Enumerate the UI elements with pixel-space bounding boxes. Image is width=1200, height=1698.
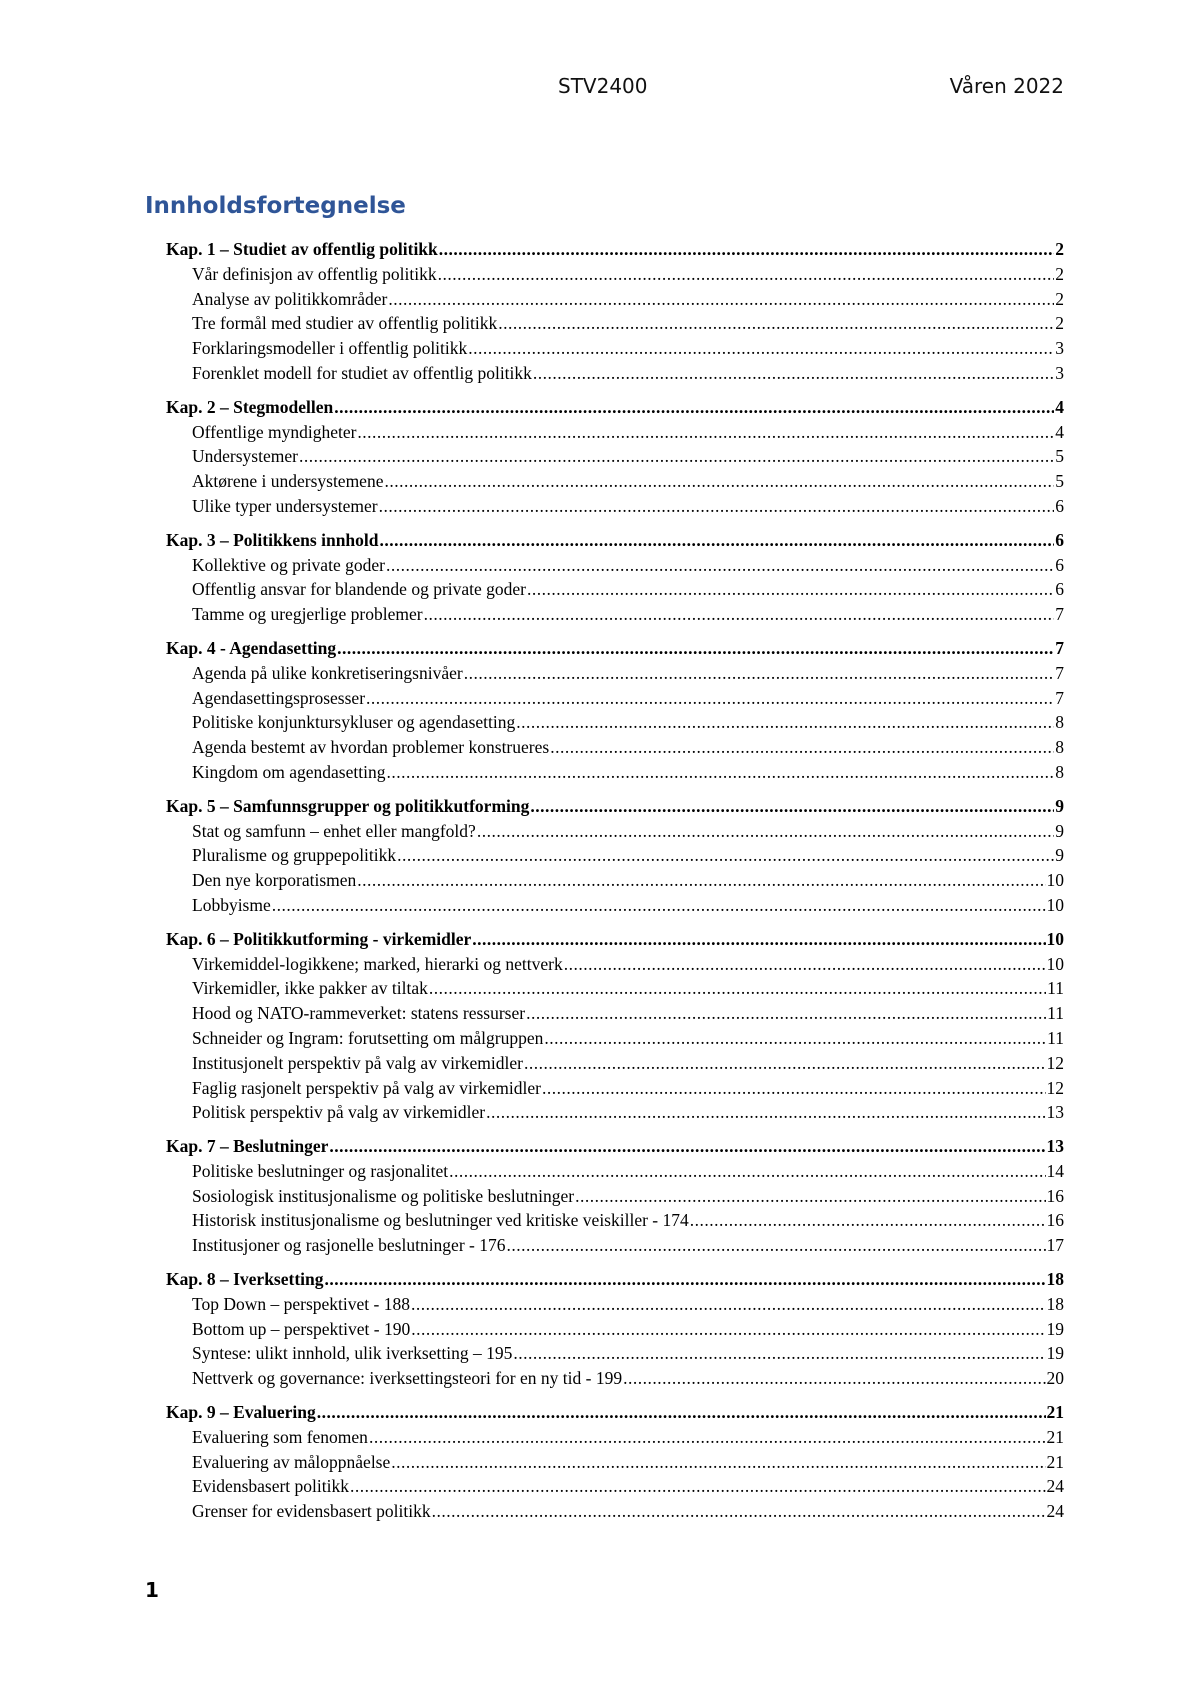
- toc-section-entry[interactable]: [166, 1208, 1064, 1233]
- toc-section-entry-title: Schneider og Ingram: forutsetting om målgruppen: [192, 1027, 544, 1048]
- toc-section-entry-title: Offentlig ansvar for blandende og private goder: [192, 579, 527, 600]
- toc-section-entry-title: Agenda på ulike konkretiseringsnivåer: [192, 662, 463, 683]
- toc-section-entry[interactable]: [166, 1341, 1064, 1366]
- toc-chapter-group: [166, 1267, 1064, 1391]
- dot-leader: [337, 636, 1054, 661]
- dot-leader: [397, 843, 1054, 868]
- toc-chapter-group: [166, 395, 1064, 519]
- page-number: 1: [145, 1578, 159, 1602]
- toc-section-entry-page: 12: [1046, 1052, 1064, 1073]
- table-of-contents: [166, 237, 1064, 1533]
- toc-section-entry-title: Politisk perspektiv på valg av virkemidler: [192, 1102, 486, 1123]
- toc-section-entry[interactable]: [166, 1425, 1064, 1450]
- toc-section-entry-title: Institusjoner og rasjonelle beslutninger - 176: [192, 1235, 506, 1256]
- toc-chapter-entry-page: 18: [1046, 1269, 1064, 1290]
- toc-section-entry-title: Agenda bestemt av hvordan problemer konstrueres: [192, 737, 550, 758]
- toc-chapter-entry-page: 4: [1055, 396, 1064, 417]
- dot-leader: [334, 395, 1054, 420]
- toc-section-entry-title: Agendasettingsprosesser: [192, 687, 366, 708]
- toc-section-entry[interactable]: [166, 444, 1064, 469]
- dot-leader: [429, 976, 1046, 1001]
- toc-section-entry[interactable]: [166, 686, 1064, 711]
- toc-section-entry-page: 11: [1047, 1027, 1064, 1048]
- toc-chapter-entry[interactable]: [166, 927, 1064, 952]
- dot-leader: [550, 735, 1054, 760]
- dot-leader: [424, 602, 1055, 627]
- toc-chapter-group: [166, 927, 1064, 1125]
- toc-section-entry[interactable]: [166, 262, 1064, 287]
- toc-chapter-entry-title: Kap. 8 – Iverksetting: [166, 1269, 324, 1290]
- toc-chapter-entry[interactable]: [166, 636, 1064, 661]
- toc-section-entry-page: 24: [1046, 1476, 1064, 1497]
- toc-section-entry-title: Top Down – perspektivet - 188: [192, 1293, 410, 1314]
- dot-leader: [299, 444, 1054, 469]
- toc-section-entry[interactable]: [166, 760, 1064, 785]
- dot-leader: [498, 311, 1054, 336]
- toc-section-entry-title: Politiske konjunktursykluser og agendasetting: [192, 712, 516, 733]
- dot-leader: [386, 760, 1054, 785]
- toc-section-entry-page: 21: [1046, 1426, 1064, 1447]
- toc-section-entry-title: Lobbyisme: [192, 894, 271, 915]
- toc-section-entry-page: 8: [1055, 761, 1064, 782]
- toc-section-entry-page: 9: [1055, 820, 1064, 841]
- toc-chapter-entry-title: Kap. 6 – Politikkutforming - virkemidler: [166, 928, 472, 949]
- toc-section-entry-page: 10: [1046, 870, 1064, 891]
- toc-section-entry-title: Hood og NATO-rammeverket: statens ressurser: [192, 1003, 526, 1024]
- toc-section-entry-title: Virkemidler, ikke pakker av tiltak: [192, 978, 428, 999]
- toc-section-entry[interactable]: [166, 1076, 1064, 1101]
- toc-section-entry-page: 6: [1055, 579, 1064, 600]
- dot-leader: [411, 1292, 1046, 1317]
- toc-section-entry[interactable]: [166, 361, 1064, 386]
- toc-section-entry[interactable]: [166, 1026, 1064, 1051]
- dot-leader: [575, 1184, 1045, 1209]
- dot-leader: [516, 710, 1054, 735]
- toc-chapter-group: [166, 794, 1064, 918]
- dot-leader: [379, 494, 1055, 519]
- toc-section-entry[interactable]: [166, 1317, 1064, 1342]
- toc-section-entry-page: 6: [1055, 554, 1064, 575]
- toc-section-entry-title: Politiske beslutninger og rasjonalitet: [192, 1160, 449, 1181]
- toc-section-entry-title: Forenklet modell for studiet av offentlig politikk: [192, 362, 532, 383]
- toc-section-entry-page: 16: [1046, 1210, 1064, 1231]
- dot-leader: [438, 262, 1055, 287]
- toc-chapter-entry-title: Kap. 7 – Beslutninger: [166, 1136, 329, 1157]
- toc-section-entry-title: Evaluering av måloppnåelse: [192, 1451, 391, 1472]
- toc-section-entry-page: 11: [1047, 1003, 1064, 1024]
- dot-leader: [317, 1400, 1046, 1425]
- toc-section-entry-page: 24: [1046, 1501, 1064, 1522]
- toc-section-entry-page: 13: [1046, 1102, 1064, 1123]
- toc-section-entry-page: 3: [1055, 362, 1064, 383]
- toc-section-entry-title: Virkemiddel-logikkene; marked, hierarki og nettverk: [192, 953, 563, 974]
- toc-section-entry[interactable]: [166, 976, 1064, 1001]
- toc-section-entry-title: Stat og samfunn – enhet eller mangfold?: [192, 820, 476, 841]
- toc-section-entry-title: Nettverk og governance: iverksettingsteori for en ny tid - 199: [192, 1368, 623, 1389]
- toc-section-entry[interactable]: [166, 1184, 1064, 1209]
- toc-chapter-group: [166, 1400, 1064, 1524]
- toc-section-entry-page: 11: [1047, 978, 1064, 999]
- toc-section-entry-title: Kingdom om agendasetting: [192, 761, 386, 782]
- dot-leader: [357, 420, 1054, 445]
- toc-section-entry-title: Tre formål med studier av offentlig politikk: [192, 313, 498, 334]
- toc-section-entry-title: Analyse av politikkområder: [192, 288, 388, 309]
- dot-leader: [513, 1341, 1045, 1366]
- toc-section-entry[interactable]: [166, 577, 1064, 602]
- toc-section-entry-title: Historisk institusjonalisme og beslutninger ved kritiske veiskiller - 174: [192, 1210, 689, 1231]
- toc-section-entry-title: Undersystemer: [192, 446, 298, 467]
- toc-section-entry-title: Faglig rasjonelt perspektiv på valg av virkemidler: [192, 1077, 541, 1098]
- toc-section-entry[interactable]: [166, 311, 1064, 336]
- dot-leader: [506, 1233, 1045, 1258]
- dot-leader: [530, 794, 1054, 819]
- toc-section-entry-page: 7: [1055, 662, 1064, 683]
- dot-leader: [449, 1159, 1045, 1184]
- header-term: Våren 2022: [949, 74, 1064, 98]
- toc-section-entry-page: 10: [1046, 894, 1064, 915]
- toc-section-entry-page: 16: [1046, 1185, 1064, 1206]
- toc-section-entry-page: 12: [1046, 1077, 1064, 1098]
- toc-section-entry-title: Evidensbasert politikk: [192, 1476, 349, 1497]
- toc-chapter-entry-title: Kap. 5 – Samfunnsgrupper og politikkutforming: [166, 795, 530, 816]
- toc-section-entry[interactable]: [166, 1233, 1064, 1258]
- dot-leader: [526, 1001, 1046, 1026]
- toc-section-entry[interactable]: [166, 1366, 1064, 1391]
- toc-section-entry-page: 18: [1046, 1293, 1064, 1314]
- toc-section-entry-page: 6: [1055, 495, 1064, 516]
- dot-leader: [464, 661, 1055, 686]
- toc-section-entry[interactable]: [166, 1051, 1064, 1076]
- toc-section-entry-page: 7: [1055, 687, 1064, 708]
- dot-leader: [369, 1425, 1046, 1450]
- toc-section-entry[interactable]: [166, 1474, 1064, 1499]
- dot-leader: [325, 1267, 1046, 1292]
- toc-section-entry[interactable]: [166, 469, 1064, 494]
- toc-section-entry-page: 3: [1055, 338, 1064, 359]
- toc-chapter-entry-title: Kap. 9 – Evaluering: [166, 1402, 316, 1423]
- toc-section-entry[interactable]: [166, 1159, 1064, 1184]
- toc-section-entry[interactable]: [166, 735, 1064, 760]
- toc-chapter-entry-title: Kap. 2 – Stegmodellen: [166, 396, 334, 417]
- dot-leader: [357, 868, 1045, 893]
- toc-chapter-entry[interactable]: [166, 1400, 1064, 1425]
- toc-chapter-entry-title: Kap. 1 – Studiet av offentlig politikk: [166, 239, 438, 259]
- dot-leader: [384, 469, 1054, 494]
- toc-section-entry-title: Tamme og uregjerlige problemer: [192, 604, 423, 625]
- toc-section-entry-page: 5: [1055, 471, 1064, 492]
- toc-chapter-entry[interactable]: [166, 1134, 1064, 1159]
- toc-chapter-entry-title: Kap. 4 - Agendasetting: [166, 637, 337, 658]
- toc-chapter-entry-page: 9: [1055, 795, 1064, 816]
- dot-leader: [329, 1134, 1045, 1159]
- dot-leader: [544, 1026, 1046, 1051]
- dot-leader: [477, 819, 1054, 844]
- toc-section-entry-page: 8: [1055, 737, 1064, 758]
- dot-leader: [388, 287, 1054, 312]
- toc-chapter-group: [166, 528, 1064, 627]
- dot-leader: [432, 1499, 1046, 1524]
- toc-chapter-entry[interactable]: [166, 794, 1064, 819]
- toc-section-entry-title: Offentlige myndigheter: [192, 421, 357, 442]
- toc-section-entry[interactable]: [166, 1292, 1064, 1317]
- dot-leader: [391, 1450, 1045, 1475]
- toc-chapter-entry-page: 10: [1046, 928, 1064, 949]
- toc-section-entry[interactable]: [166, 710, 1064, 735]
- toc-section-entry-page: 4: [1055, 421, 1064, 442]
- toc-section-entry-page: 19: [1046, 1318, 1064, 1339]
- dot-leader: [564, 952, 1046, 977]
- dot-leader: [486, 1100, 1045, 1125]
- toc-section-entry[interactable]: [166, 1450, 1064, 1475]
- toc-section-entry-title: Grenser for evidensbasert politikk: [192, 1501, 431, 1522]
- toc-chapter-group: [166, 1134, 1064, 1258]
- toc-section-entry-page: 19: [1046, 1343, 1064, 1364]
- toc-section-entry-page: 2: [1055, 263, 1064, 284]
- dot-leader: [527, 577, 1054, 602]
- dot-leader: [472, 927, 1045, 952]
- toc-section-entry[interactable]: [166, 420, 1064, 445]
- dot-leader: [386, 553, 1054, 578]
- dot-leader: [272, 893, 1046, 918]
- dot-leader: [380, 528, 1055, 553]
- header-course-code: STV2400: [558, 74, 648, 98]
- toc-section-entry-page: 10: [1046, 953, 1064, 974]
- toc-section-entry-page: 9: [1055, 845, 1064, 866]
- toc-section-entry[interactable]: [166, 494, 1064, 519]
- dot-leader: [411, 1317, 1045, 1342]
- toc-section-entry[interactable]: [166, 843, 1064, 868]
- toc-section-entry-title: Den nye korporatismen: [192, 870, 357, 891]
- toc-chapter-group: [166, 237, 1064, 386]
- toc-chapter-entry-page: 13: [1046, 1136, 1064, 1157]
- toc-section-entry-title: Institusjonelt perspektiv på valg av virkemidler: [192, 1052, 523, 1073]
- toc-chapter-entry[interactable]: [166, 237, 1064, 262]
- toc-section-entry-title: Forklaringsmodeller i offentlig politikk: [192, 338, 468, 359]
- toc-section-entry[interactable]: [166, 661, 1064, 686]
- toc-section-entry[interactable]: [166, 868, 1064, 893]
- toc-section-entry[interactable]: [166, 553, 1064, 578]
- toc-chapter-entry-page: 7: [1055, 637, 1064, 658]
- toc-section-entry-title: Vår definisjon av offentlig politikk: [192, 263, 437, 284]
- toc-chapter-group: [166, 636, 1064, 785]
- dot-leader: [524, 1051, 1046, 1076]
- toc-section-entry[interactable]: [166, 893, 1064, 918]
- toc-section-entry-page: 20: [1046, 1368, 1064, 1389]
- toc-section-entry-title: Kollektive og private goder: [192, 554, 385, 575]
- toc-section-entry-title: Evaluering som fenomen: [192, 1426, 368, 1447]
- toc-section-entry-title: Sosiologisk institusjonalisme og politiske beslutninger: [192, 1185, 575, 1206]
- toc-section-entry-page: 21: [1046, 1451, 1064, 1472]
- dot-leader: [439, 237, 1054, 262]
- toc-section-entry-page: 7: [1055, 604, 1064, 625]
- toc-section-entry[interactable]: [166, 1100, 1064, 1125]
- toc-section-entry[interactable]: [166, 952, 1064, 977]
- dot-leader: [350, 1474, 1046, 1499]
- dot-leader: [542, 1076, 1046, 1101]
- toc-chapter-entry[interactable]: [166, 395, 1064, 420]
- toc-chapter-entry[interactable]: [166, 1267, 1064, 1292]
- toc-chapter-entry[interactable]: [166, 528, 1064, 553]
- toc-section-entry-title: Ulike typer undersystemer: [192, 495, 378, 516]
- toc-section-entry-page: 5: [1055, 446, 1064, 467]
- toc-section-entry-title: Bottom up – perspektivet - 190: [192, 1318, 411, 1339]
- toc-section-entry[interactable]: [166, 1001, 1064, 1026]
- toc-section-entry-page: 17: [1046, 1235, 1064, 1256]
- toc-section-entry[interactable]: [166, 1499, 1064, 1524]
- toc-section-entry[interactable]: [166, 602, 1064, 627]
- dot-leader: [468, 336, 1054, 361]
- toc-section-entry-title: Pluralisme og gruppepolitikk: [192, 845, 397, 866]
- toc-chapter-entry-title: Kap. 3 – Politikkens innhold: [166, 529, 379, 550]
- toc-section-entry-title: Syntese: ulikt innhold, ulik iverksetting – 195: [192, 1343, 513, 1364]
- dot-leader: [623, 1366, 1045, 1391]
- toc-section-entry-page: 14: [1046, 1160, 1064, 1181]
- toc-section-entry[interactable]: [166, 336, 1064, 361]
- toc-section-entry[interactable]: [166, 819, 1064, 844]
- toc-title: Innholdsfortegnelse: [145, 193, 406, 219]
- dot-leader: [690, 1208, 1046, 1233]
- dot-leader: [533, 361, 1054, 386]
- toc-section-entry-page: 2: [1055, 313, 1064, 334]
- toc-chapter-entry-page: 21: [1046, 1402, 1064, 1423]
- toc-section-entry[interactable]: [166, 287, 1064, 312]
- toc-section-entry-page: 8: [1055, 712, 1064, 733]
- toc-chapter-entry-page: 2: [1055, 239, 1064, 259]
- toc-chapter-entry-page: 6: [1055, 529, 1064, 550]
- dot-leader: [366, 686, 1054, 711]
- toc-section-entry-page: 2: [1055, 288, 1064, 309]
- toc-section-entry-title: Aktørene i undersystemene: [192, 471, 384, 492]
